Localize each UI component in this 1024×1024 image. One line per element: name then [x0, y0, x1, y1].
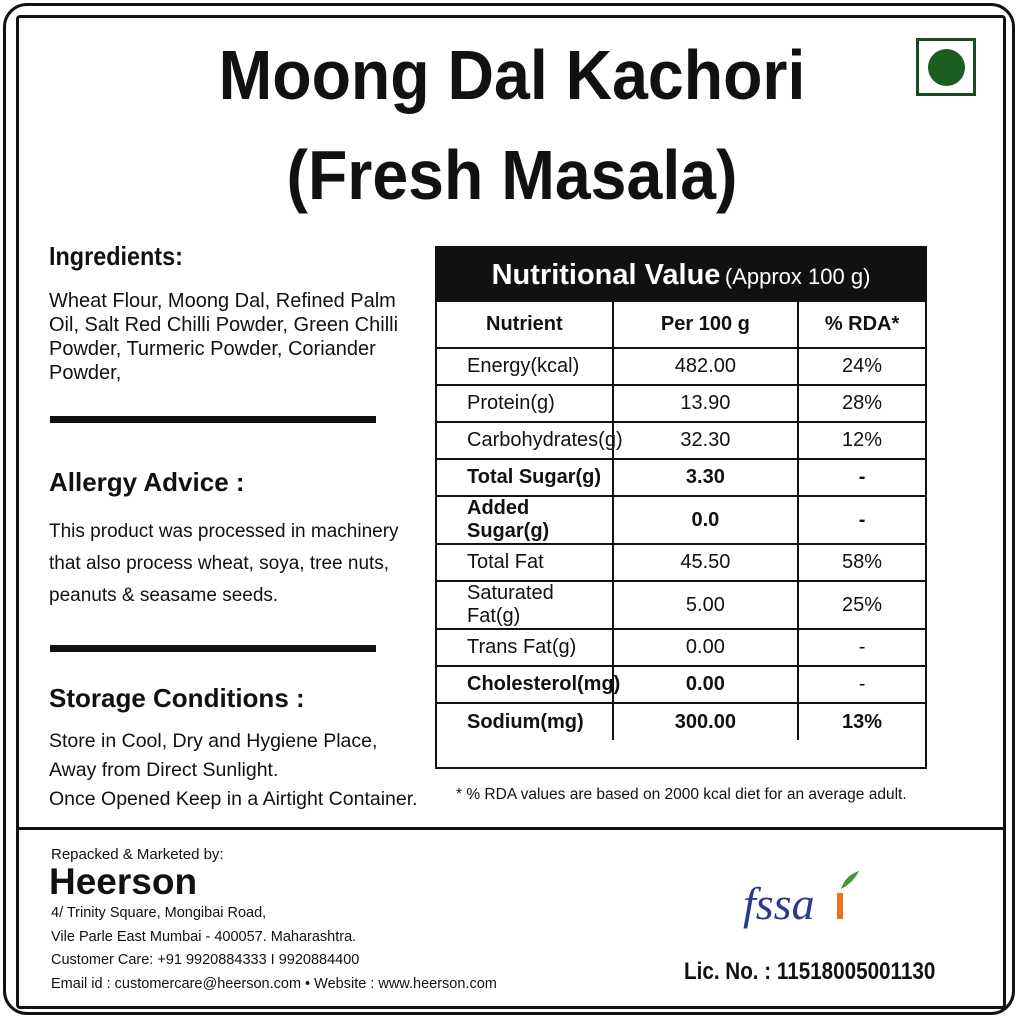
fssai-logo-i: [837, 893, 843, 919]
nutrient-row: [437, 544, 925, 581]
footer-divider: [18, 827, 1004, 830]
nutrient-rda: -: [798, 496, 925, 544]
brand-name: Heerson: [49, 861, 198, 902]
storage-line: Store in Cool, Dry and Hygiene Place,: [49, 730, 378, 752]
nutrient-name: Sodium(mg): [437, 703, 613, 740]
nutrient-value: 45.50: [613, 544, 798, 581]
column-header: Per 100 g: [613, 302, 798, 348]
nutrient-value: 0.00: [613, 666, 798, 703]
nutrient-row: [437, 385, 925, 422]
marketer-label: Repacked & Marketed by:: [51, 846, 224, 863]
nutrient-name: Trans Fat(g): [437, 629, 613, 666]
nutrient-rda: 12%: [798, 422, 925, 459]
fssai-logo-icon: [741, 869, 861, 929]
nutrient-row: [437, 581, 925, 629]
product-title-line1: Moong Dal Kachori: [218, 36, 806, 114]
nutrition-grid: [437, 302, 925, 740]
storage-line: Once Opened Keep in a Airtight Container.: [49, 788, 418, 810]
customer-care: Customer Care: +91 9920884333 I 9920884400: [51, 952, 360, 968]
nutrient-rda: 58%: [798, 544, 925, 581]
column-header: % RDA*: [798, 302, 925, 348]
allergy-text: This product was processed in machinery that also process wheat, soya, tree nuts, peanuts & seasame seeds.: [49, 521, 399, 606]
nutrient-row: [437, 348, 925, 385]
nutrient-value: 3.30: [613, 459, 798, 496]
nutrition-title: Nutritional Value: [491, 259, 721, 291]
nutrient-row: [437, 422, 925, 459]
nutrient-value: 482.00: [613, 348, 798, 385]
nutrient-row: [437, 496, 925, 544]
fssai-leaf: [841, 871, 859, 889]
veg-symbol-icon: [916, 38, 976, 96]
nutrition-subtitle: (Approx 100 g): [724, 264, 871, 289]
nutrient-rda: 25%: [798, 581, 925, 629]
nutrient-name: Cholesterol(mg): [437, 666, 613, 703]
nutrient-rda: -: [798, 629, 925, 666]
nutrient-row: [437, 459, 925, 496]
nutrition-table-header: [437, 248, 925, 302]
rda-footnote: * % RDA values are based on 2000 kcal diet for an average adult.: [456, 786, 907, 803]
nutrition-table: [435, 246, 927, 769]
nutrient-name: Energy(kcal): [437, 348, 613, 385]
allergy-heading: Allergy Advice :: [49, 467, 245, 497]
column-header-row: [437, 302, 925, 348]
nutrient-value: 32.30: [613, 422, 798, 459]
license-number: Lic. No. : 11518005001130: [684, 958, 936, 985]
contact-info: Email id : customercare@heerson.com • Website : www.heerson.com: [51, 976, 497, 992]
ingredients-heading: Ingredients:: [49, 241, 183, 271]
nutrient-rda: 24%: [798, 348, 925, 385]
nutrient-value: 0.0: [613, 496, 798, 544]
nutrient-rda: -: [798, 459, 925, 496]
nutrient-value: 0.00: [613, 629, 798, 666]
nutrient-row: [437, 703, 925, 740]
nutrient-row: [437, 666, 925, 703]
nutrient-row: [437, 629, 925, 666]
column-header: Nutrient: [437, 302, 613, 348]
nutrient-name: Total Sugar(g): [437, 459, 613, 496]
storage-heading: Storage Conditions :: [49, 683, 305, 713]
veg-dot: [928, 49, 965, 86]
address-line: 4/ Trinity Square, Mongibai Road,: [51, 905, 267, 921]
nutrient-name: Protein(g): [437, 385, 613, 422]
nutrient-value: 300.00: [613, 703, 798, 740]
nutrient-name: Added Sugar(g): [437, 496, 613, 544]
ingredients-text: Wheat Flour, Moong Dal, Refined Palm Oil, Salt Red Chilli Powder, Green Chilli Powder, Turmeric Powder, Coriander Powder,: [49, 290, 399, 384]
address-line: Vile Parle East Mumbai - 400057. Maharashtra.: [51, 929, 357, 945]
nutrient-rda: 28%: [798, 385, 925, 422]
fssai-logo-text: fssa: [743, 878, 815, 929]
nutrient-name: Carbohydrates(g): [437, 422, 613, 459]
section-divider: [50, 416, 376, 423]
section-divider: [50, 645, 376, 652]
nutrient-name: Saturated Fat(g): [437, 581, 613, 629]
storage-text: [49, 727, 439, 814]
nutrient-rda: -: [798, 666, 925, 703]
nutrient-name: Total Fat: [437, 544, 613, 581]
storage-line: Away from Direct Sunlight.: [49, 759, 279, 781]
product-title-line2: (Fresh Masala): [286, 136, 738, 214]
nutrient-value: 5.00: [613, 581, 798, 629]
nutrient-value: 13.90: [613, 385, 798, 422]
nutrient-rda: 13%: [798, 703, 925, 740]
